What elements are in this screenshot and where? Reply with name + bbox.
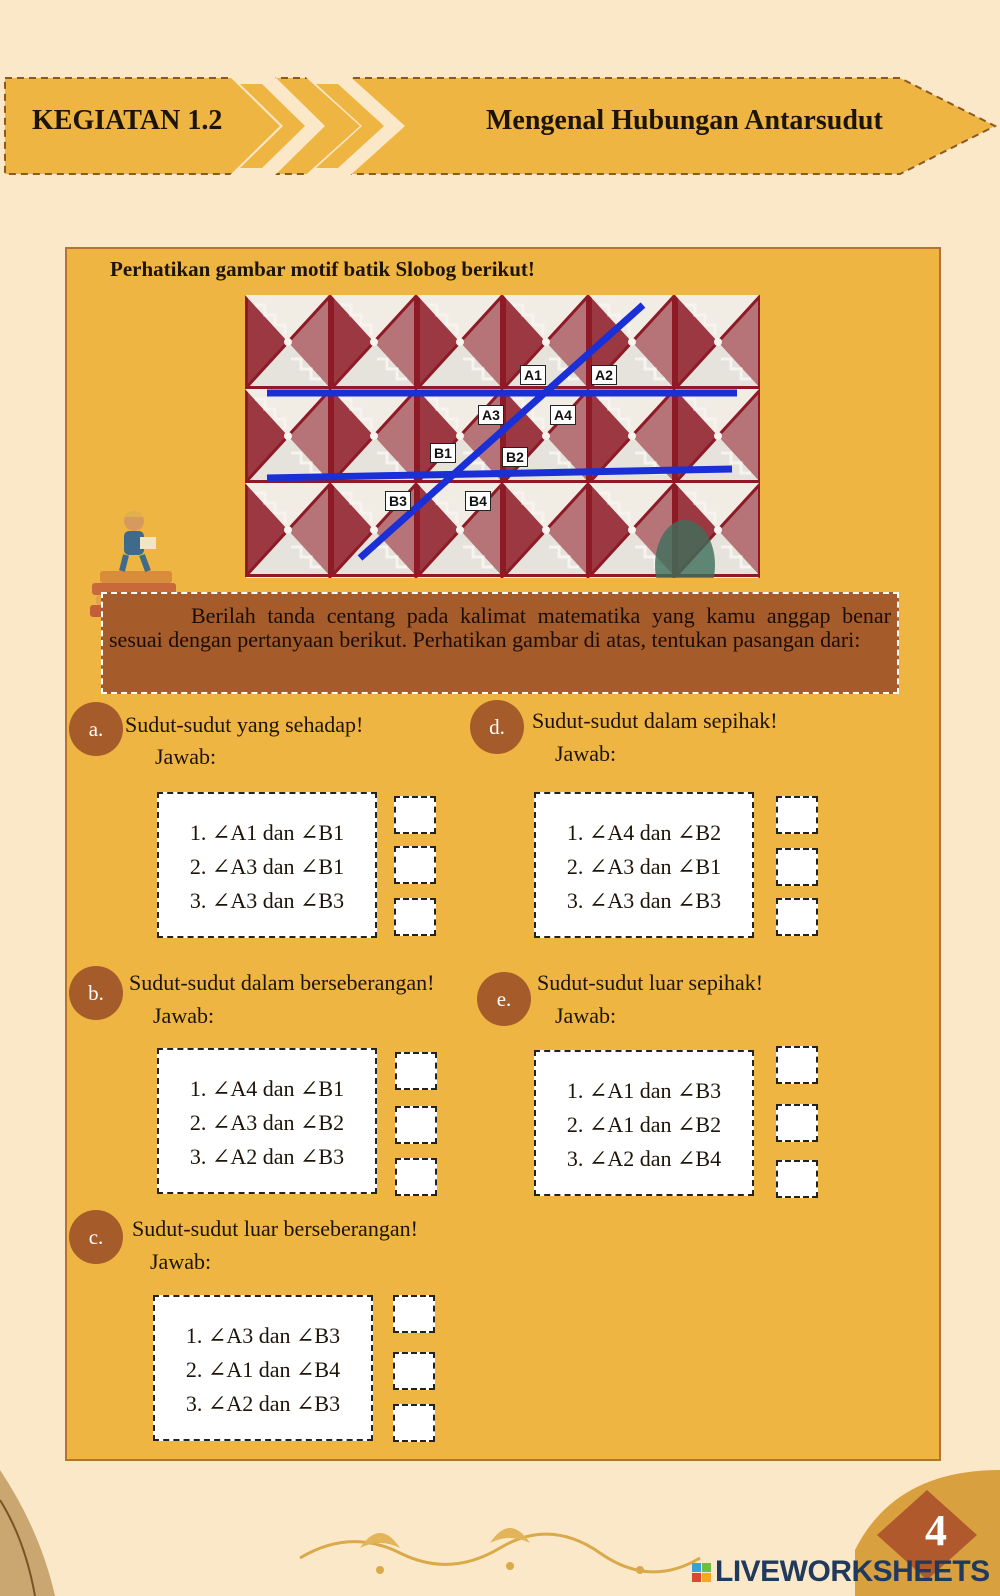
question-d-checkbox-1[interactable] xyxy=(776,796,818,834)
question-d-options xyxy=(534,792,754,938)
question-d-prompt: Sudut-sudut dalam sepihak! xyxy=(532,708,778,733)
question-e-option-2: 2. ∠A1 dan ∠B2 xyxy=(566,1112,722,1137)
question-c-answer-label: Jawab: xyxy=(150,1249,212,1274)
question-b-options xyxy=(157,1048,377,1194)
question-e-checkbox-2[interactable] xyxy=(776,1104,818,1142)
question-b-marker: b. xyxy=(69,966,123,1020)
angle-label-a4: A4 xyxy=(550,405,576,425)
page-title: Mengenal Hubungan Antarsudut xyxy=(486,105,883,136)
angle-label-b1: B1 xyxy=(430,443,456,463)
question-e-option-1: 1. ∠A1 dan ∠B3 xyxy=(566,1078,722,1103)
question-c-option-1: 1. ∠A3 dan ∠B3 xyxy=(185,1323,341,1348)
question-c-marker: c. xyxy=(69,1210,123,1264)
liveworksheets-logo xyxy=(692,1555,990,1589)
question-e-checkbox-3[interactable] xyxy=(776,1160,818,1198)
instruction-box: Berilah tanda centang pada kalimat matematika yang kamu anggap benar sesuai dengan pertanyaan berikut. Perhatikan gambar di atas, tentukan pasangan dari: xyxy=(101,592,899,694)
question-c-checkbox-1[interactable] xyxy=(393,1295,435,1333)
page-number: 4 xyxy=(925,1506,947,1555)
question-a-marker: a. xyxy=(69,702,123,756)
question-a-option-1: 1. ∠A1 dan ∠B1 xyxy=(189,820,345,845)
footer-ornament xyxy=(290,1508,710,1588)
question-c-option-2: 2. ∠A1 dan ∠B4 xyxy=(185,1357,341,1382)
question-c-checkbox-3[interactable] xyxy=(393,1404,435,1442)
question-b-checkbox-3[interactable] xyxy=(395,1158,437,1196)
question-b-answer-label: Jawab: xyxy=(153,1003,215,1028)
question-e-marker: e. xyxy=(477,972,531,1026)
question-d-marker: d. xyxy=(470,700,524,754)
question-e-answer-label: Jawab: xyxy=(555,1003,617,1028)
question-b-option-3: 3. ∠A2 dan ∠B3 xyxy=(189,1144,345,1169)
angle-label-b4: B4 xyxy=(465,491,491,511)
question-d-checkbox-2[interactable] xyxy=(776,848,818,886)
question-a-option-3: 3. ∠A3 dan ∠B3 xyxy=(189,888,345,913)
question-a-checkbox-2[interactable] xyxy=(394,846,436,884)
activity-label: KEGIATAN 1.2 xyxy=(32,105,223,136)
question-a-answer-label: Jawab: xyxy=(155,744,217,769)
angle-label-b2: B2 xyxy=(502,447,528,467)
question-b-prompt: Sudut-sudut dalam berseberangan! xyxy=(129,970,435,995)
question-c-options xyxy=(153,1295,373,1441)
question-a-option-2: 2. ∠A3 dan ∠B1 xyxy=(189,854,345,879)
batik-figure xyxy=(245,295,760,578)
question-e-option-3: 3. ∠A2 dan ∠B4 xyxy=(566,1146,722,1171)
question-b-checkbox-2[interactable] xyxy=(395,1106,437,1144)
question-a-options xyxy=(157,792,377,938)
angle-label-a2: A2 xyxy=(591,365,617,385)
question-e-options xyxy=(534,1050,754,1196)
intro-text: Perhatikan gambar motif batik Slobog berikut! xyxy=(110,257,535,281)
question-e-checkbox-1[interactable] xyxy=(776,1046,818,1084)
question-d-option-1: 1. ∠A4 dan ∠B2 xyxy=(566,820,722,845)
question-d-checkbox-3[interactable] xyxy=(776,898,818,936)
question-b-option-2: 2. ∠A3 dan ∠B2 xyxy=(189,1110,345,1135)
question-d-option-3: 3. ∠A3 dan ∠B3 xyxy=(566,888,722,913)
liveworksheets-logo-icon xyxy=(692,1563,711,1582)
liveworksheets-brand: LIVEWORKSHEETS xyxy=(715,1555,990,1588)
question-a-checkbox-3[interactable] xyxy=(394,898,436,936)
angle-label-a1: A1 xyxy=(520,365,546,385)
question-c-prompt: Sudut-sudut luar berseberangan! xyxy=(132,1216,418,1241)
question-b-checkbox-1[interactable] xyxy=(395,1052,437,1090)
question-c-option-3: 3. ∠A2 dan ∠B3 xyxy=(185,1391,341,1416)
angle-label-a3: A3 xyxy=(478,405,504,425)
question-a-checkbox-1[interactable] xyxy=(394,796,436,834)
angle-label-b3: B3 xyxy=(385,491,411,511)
question-c-checkbox-2[interactable] xyxy=(393,1352,435,1390)
batik-pattern xyxy=(245,295,760,578)
question-d-answer-label: Jawab: xyxy=(555,741,617,766)
question-b-option-1: 1. ∠A4 dan ∠B1 xyxy=(189,1076,345,1101)
corner-ornament xyxy=(0,1470,60,1596)
question-e-prompt: Sudut-sudut luar sepihak! xyxy=(537,970,764,995)
question-a-prompt: Sudut-sudut yang sehadap! xyxy=(125,712,364,737)
question-d-option-2: 2. ∠A3 dan ∠B1 xyxy=(566,854,722,879)
